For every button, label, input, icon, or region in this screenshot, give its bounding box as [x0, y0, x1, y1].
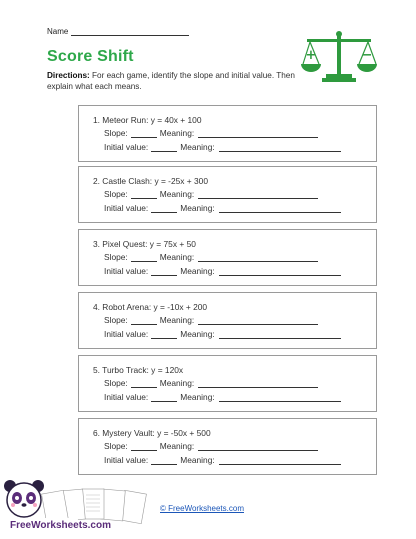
footer-copyright-link[interactable]: © FreeWorksheets.com — [160, 504, 244, 513]
meaning-label: Meaning: — [159, 189, 195, 199]
slope-row — [104, 378, 318, 388]
initial-value-row — [104, 329, 341, 339]
problem-equation: 4. Robot Arena: y = -10x + 200 — [93, 302, 208, 312]
problem-equation: 2. Castle Clash: y = -25x + 300 — [93, 176, 208, 186]
initial-value-label: Initial value: — [104, 455, 149, 465]
initial-value-row — [104, 455, 341, 465]
meaning-blank[interactable] — [219, 268, 341, 276]
page-title: Score Shift — [47, 48, 134, 65]
problem-box-3 — [78, 229, 377, 286]
meaning-label: Meaning: — [180, 266, 215, 276]
meaning-blank[interactable] — [198, 130, 318, 138]
slope-blank[interactable] — [131, 380, 157, 388]
problem-box-1 — [78, 105, 377, 162]
name-line[interactable] — [71, 27, 189, 36]
meaning-label: Meaning: — [180, 455, 215, 465]
initial-value-label: Initial value: — [104, 392, 149, 402]
initial-value-blank[interactable] — [151, 144, 177, 152]
meaning-label: Meaning: — [180, 142, 215, 152]
meaning-label: Meaning: — [159, 252, 195, 262]
slope-row — [104, 315, 318, 325]
meaning-blank[interactable] — [198, 254, 318, 262]
slope-row — [104, 128, 318, 138]
meaning-label: Meaning: — [159, 378, 195, 388]
slope-row — [104, 189, 318, 199]
meaning-blank[interactable] — [198, 317, 318, 325]
meaning-blank[interactable] — [219, 394, 341, 402]
initial-value-label: Initial value: — [104, 329, 149, 339]
directions — [47, 70, 317, 92]
initial-value-row — [104, 142, 341, 152]
meaning-label: Meaning: — [180, 203, 215, 213]
initial-value-label: Initial value: — [104, 266, 149, 276]
problem-equation: 1. Meteor Run: y = 40x + 100 — [93, 115, 202, 125]
problem-box-4 — [78, 292, 377, 349]
slope-row — [104, 252, 318, 262]
slope-label: Slope: — [104, 378, 128, 388]
initial-value-row — [104, 266, 341, 276]
initial-value-blank[interactable] — [151, 394, 177, 402]
name-field-row — [47, 27, 189, 36]
meaning-blank[interactable] — [219, 144, 341, 152]
initial-value-blank[interactable] — [151, 331, 177, 339]
slope-label: Slope: — [104, 315, 128, 325]
initial-value-row — [104, 203, 341, 213]
slope-blank[interactable] — [131, 317, 157, 325]
meaning-label: Meaning: — [159, 315, 195, 325]
directions-text: For each game, identify the slope and initial value. Then explain what each means. — [47, 71, 295, 91]
meaning-blank[interactable] — [219, 457, 341, 465]
problem-box-5 — [78, 355, 377, 412]
initial-value-blank[interactable] — [151, 268, 177, 276]
slope-row — [104, 441, 318, 451]
slope-label: Slope: — [104, 128, 128, 138]
minus-sign: − — [361, 48, 373, 63]
freeworksheets-logo — [2, 478, 152, 536]
initial-value-label: Initial value: — [104, 203, 149, 213]
meaning-label: Meaning: — [159, 128, 195, 138]
initial-value-blank[interactable] — [151, 457, 177, 465]
meaning-label: Meaning: — [180, 392, 215, 402]
directions-label: Directions: — [47, 71, 90, 80]
problem-equation: 3. Pixel Quest: y = 75x + 50 — [93, 239, 196, 249]
slope-blank[interactable] — [131, 254, 157, 262]
plus-sign: + — [305, 48, 317, 63]
problem-box-2 — [78, 166, 377, 223]
problem-equation: 6. Mystery Vault: y = -50x + 500 — [93, 428, 211, 438]
problem-equation: 5. Turbo Track: y = 120x — [93, 365, 184, 375]
meaning-blank[interactable] — [198, 443, 318, 451]
initial-value-label: Initial value: — [104, 142, 149, 152]
problem-box-6 — [78, 418, 377, 475]
name-label: Name — [47, 27, 69, 36]
slope-blank[interactable] — [131, 443, 157, 451]
slope-label: Slope: — [104, 252, 128, 262]
balance-scale-icon — [300, 28, 378, 86]
slope-blank[interactable] — [131, 130, 157, 138]
meaning-label: Meaning: — [159, 441, 195, 451]
meaning-blank[interactable] — [219, 205, 341, 213]
meaning-blank[interactable] — [198, 380, 318, 388]
slope-label: Slope: — [104, 189, 128, 199]
slope-blank[interactable] — [131, 191, 157, 199]
slope-label: Slope: — [104, 441, 128, 451]
meaning-blank[interactable] — [219, 331, 341, 339]
meaning-blank[interactable] — [198, 191, 318, 199]
initial-value-blank[interactable] — [151, 205, 177, 213]
logo-text: FreeWorksheets.com — [10, 520, 111, 531]
meaning-label: Meaning: — [180, 329, 215, 339]
initial-value-row — [104, 392, 341, 402]
